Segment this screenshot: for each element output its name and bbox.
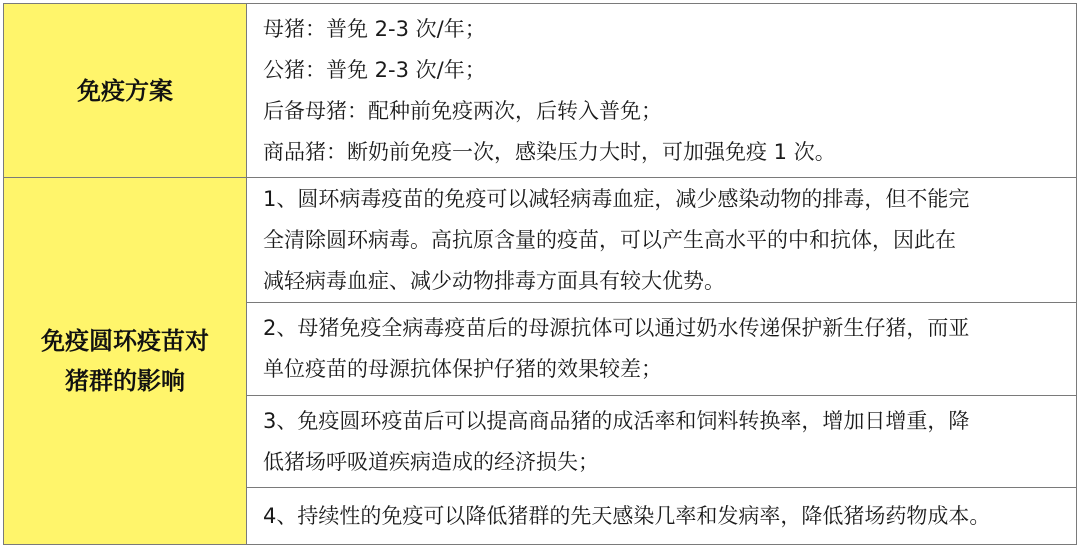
- effect-item-3: [247, 396, 1077, 488]
- effect-1-line-2: 全清除圆环病毒。高抗原含量的疫苗，可以产生高水平的中和抗体，因此在: [263, 227, 956, 252]
- effect-3-line-2: 低猪场呼吸道疾病造成的经济损失；: [263, 449, 599, 474]
- effect-1-line-3: 减轻病毒血症、减少动物排毒方面具有较大优势。: [263, 268, 725, 293]
- effect-4-line-1: 4、持续性的免疫可以降低猪群的先天感染几率和发病率，降低猪场药物成本。: [263, 503, 991, 528]
- plan-line-boar: 公猪：普免 2-3 次/年；: [263, 57, 486, 82]
- effect-1-line-1: 1、圆环病毒疫苗的免疫可以减轻病毒血症，减少感染动物的排毒，但不能完: [263, 186, 970, 211]
- vaccination-table: [3, 3, 1077, 545]
- effect-item-2: [247, 303, 1077, 396]
- effect-2-line-1: 2、母猪免疫全病毒疫苗后的母源抗体可以通过奶水传递保护新生仔猪，而亚: [263, 316, 970, 340]
- plan-line-gilt: 后备母猪：配种前免疫两次，后转入普免；: [263, 98, 662, 123]
- effect-2-line-2: 单位疫苗的母源抗体保护仔猪的效果较差；: [263, 357, 662, 381]
- effect-item-4: [247, 488, 1077, 545]
- plan-label-cell: [4, 4, 247, 178]
- plan-label: 免疫方案: [77, 76, 173, 105]
- plan-line-market-pig: 商品猪：断奶前免疫一次，感染压力大时，可加强免疫 1 次。: [263, 139, 836, 164]
- effect-3-line-1: 3、免疫圆环疫苗后可以提高商品猪的成活率和饲料转换率，增加日增重，降: [263, 408, 970, 433]
- effects-label-cell: [4, 178, 247, 545]
- effect-item-1: [247, 178, 1077, 303]
- table-row-effect-1: [4, 178, 1077, 303]
- plan-content-cell: [247, 4, 1077, 178]
- effects-label: 免疫圆环疫苗对 猪群的影响: [41, 327, 209, 395]
- table-row-plan: [4, 4, 1077, 178]
- plan-line-sow: 母猪：普免 2-3 次/年；: [263, 16, 486, 41]
